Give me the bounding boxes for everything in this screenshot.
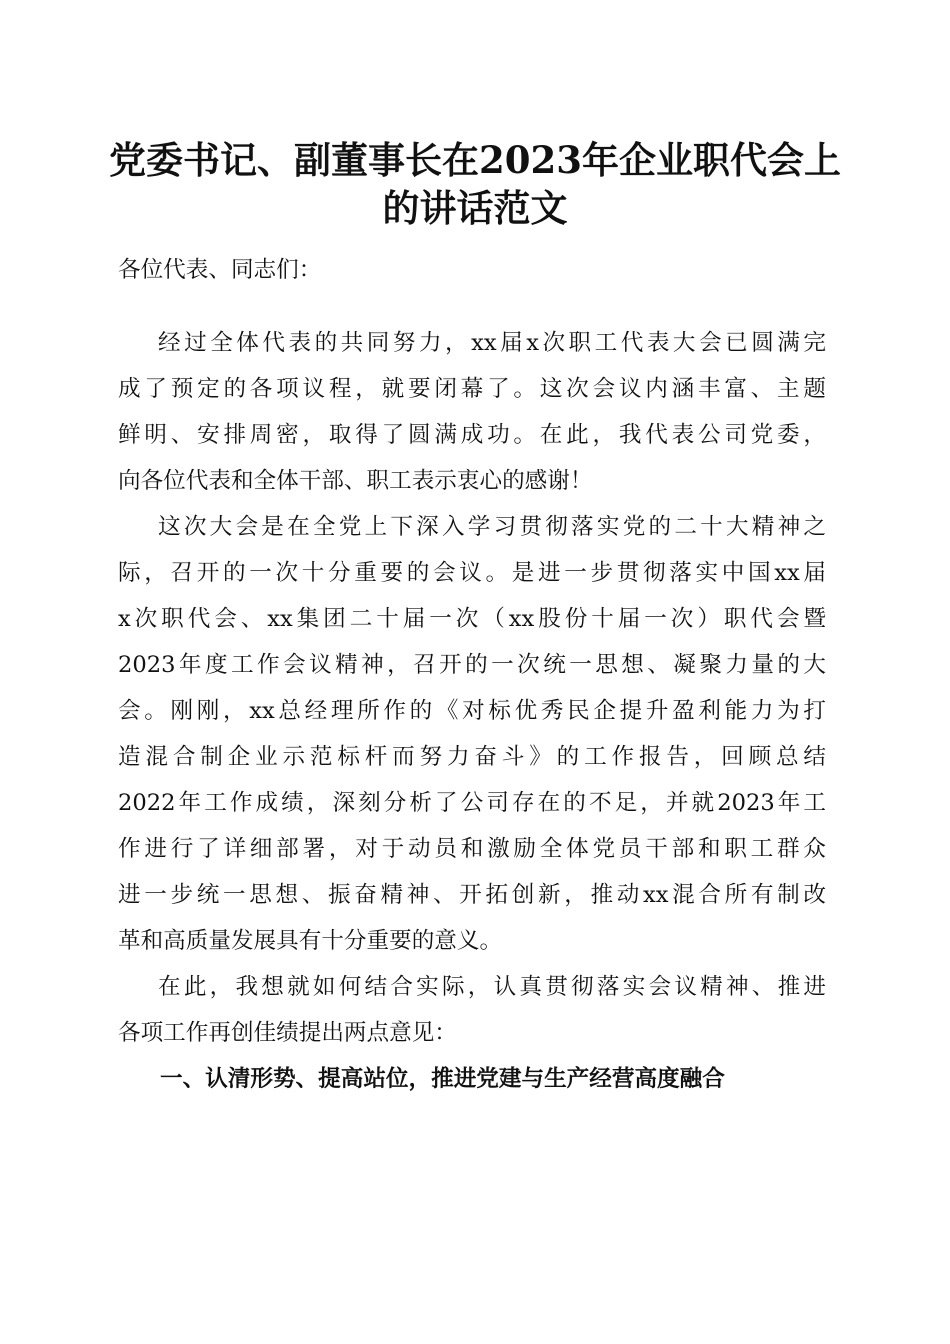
paragraph-3-line-2: 各项工作再创佳绩提出两点意见： [118, 1020, 457, 1046]
paragraph-2-line-9: 进一步统一思想、振奋精神、开拓创新，推动xx混合所有制改 [118, 882, 826, 908]
paragraph-1-line-4: 向各位代表和全体干部、职工表示衷心的感谢！ [118, 468, 593, 494]
paragraph-1-line-3: 鲜明、安排周密，取得了圆满成功。在此，我代表公司党委， [118, 422, 826, 448]
paragraph-2-line-2: 际，召开的一次十分重要的会议。是进一步贯彻落实中国xx届 [118, 560, 826, 586]
paragraph-2-line-3: x次职代会、xx集团二十届一次（xx股份十届一次）职代会暨 [118, 606, 826, 632]
paragraph-1-line-2: 成了预定的各项议程，就要闭幕了。这次会议内涵丰富、主题 [118, 376, 826, 402]
document-title-line-2: 的讲话范文 [382, 186, 568, 230]
paragraph-1-line-1: 经过全体代表的共同努力，xx届x次职工代表大会已圆满完 [158, 330, 826, 356]
paragraph-2-line-5: 会。刚刚，xx总经理所作的《对标优秀民企提升盈利能力为打 [118, 698, 826, 724]
paragraph-2-line-1: 这次大会是在全党上下深入学习贯彻落实党的二十大精神之 [158, 514, 826, 540]
paragraph-2-line-4: 2023年度工作会议精神，召开的一次统一思想、凝聚力量的大 [118, 652, 826, 678]
section-heading: 一、认清形势、提高站位，推进党建与生产经营高度融合 [160, 1066, 725, 1092]
paragraph-2-line-8: 作进行了详细部署，对于动员和激励全体党员干部和职工群众 [118, 836, 826, 862]
paragraph-2-line-7: 2022年工作成绩，深刻分析了公司存在的不足，并就2023年工 [118, 790, 826, 816]
paragraph-3-line-1: 在此，我想就如何结合实际，认真贯彻落实会议精神、推进 [158, 974, 826, 1000]
salutation: 各位代表、同志们： [118, 257, 322, 283]
paragraph-2-line-6: 造混合制企业示范标杆而努力奋斗》的工作报告，回顾总结 [118, 744, 826, 770]
paragraph-2-line-10: 革和高质量发展具有十分重要的意义。 [118, 928, 503, 954]
document-title-line-1: 党委书记、副董事长在2023年企业职代会上 [109, 138, 841, 182]
